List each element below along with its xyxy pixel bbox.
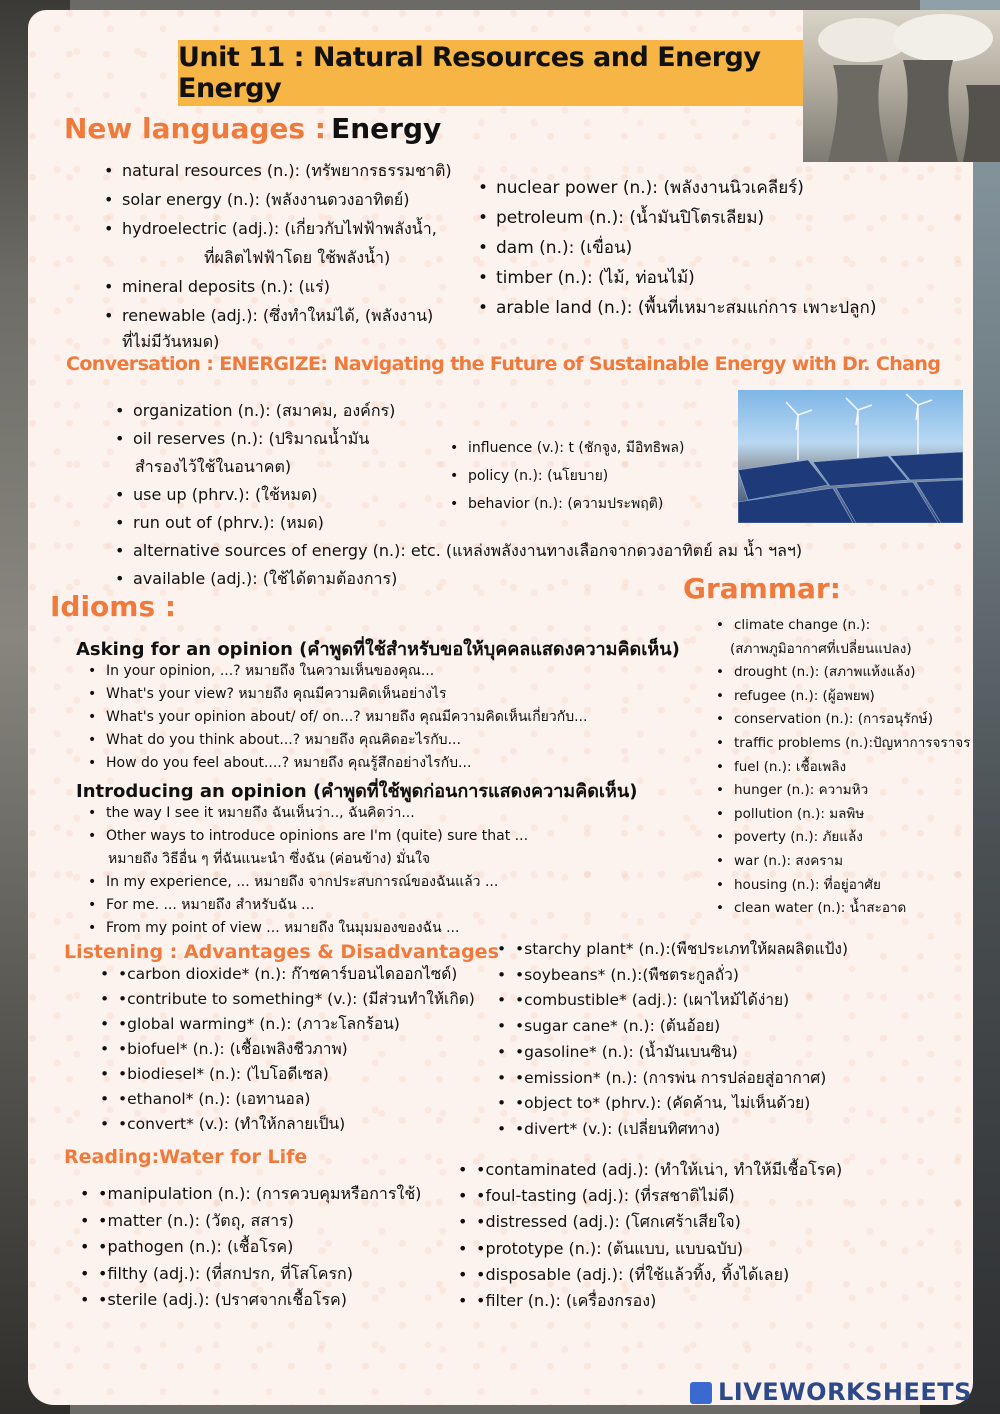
list-item: • •filthy (adj.): (ที่สกปรก, ที่โสโครก) <box>80 1261 421 1288</box>
list-item: • •biofuel* (n.): (เชื้อเพลิงชีวภาพ) <box>100 1037 475 1062</box>
list-item: • •emission* (n.): (การพ่น การปล่อยสู่อากาศ) <box>497 1066 848 1092</box>
list-item: • •sterile (adj.): (ปราศจากเชื้อโรค) <box>80 1287 421 1314</box>
list-item: • •global warming* (n.): (ภาวะโลกร้อน) <box>100 1012 475 1037</box>
list-item: • poverty (n.): ภัยแล้ง <box>716 826 970 850</box>
new-languages-right-list <box>478 173 876 323</box>
list-item: • What do you think about...? หมายถึง คุณคิดอะไรกับ... <box>88 729 587 752</box>
page-title: Unit 11 : Natural Resources and Energy Energy <box>178 42 761 104</box>
list-item: • housing (n.): ที่อยู่อาศัย <box>716 874 970 898</box>
grammar-list <box>716 614 970 921</box>
list-item: • Other ways to introduce opinions are I'm (quite) sure that ... <box>88 825 528 848</box>
new-languages-left-list <box>104 156 452 330</box>
list-item-continuation: หมายถึง วิธีอื่น ๆ ที่ฉันแนะนำ ซึ่งฉัน (ค่อนข้าง) มั่นใจ <box>108 851 431 867</box>
list-item: • •biodiesel* (n.): (ไบโอดีเซล) <box>100 1062 475 1087</box>
list-item: • petroleum (n.): (น้ำมันปิโตรเลียม) <box>478 203 876 233</box>
list-item: • renewable (adj.): (ซึ่งทำใหม่ได้, (พลังงาน) <box>104 301 452 330</box>
list-item: • In your opinion, ...? หมายถึง ในความเห็นของคุณ... <box>88 660 587 683</box>
list-item: • timber (n.): (ไม้, ท่อนไม้) <box>478 263 876 293</box>
list-item: • fuel (n.): เชื้อเพลิง <box>716 756 970 780</box>
list-item: • •distressed (adj.): (โศกเศร้าเสียใจ) <box>458 1209 842 1235</box>
list-item: • •prototype (n.): (ต้นแบบ, แบบฉบับ) <box>458 1236 842 1262</box>
introducing-opinion-list <box>88 802 528 940</box>
list-item: • From my point of view ... หมายถึง ในมุมมองของฉัน ... <box>88 917 528 940</box>
list-item: • •convert* (v.): (ทำให้กลายเป็น) <box>100 1112 475 1137</box>
new-languages-topic: Energy <box>331 112 442 145</box>
list-item: • hydroelectric (adj.): (เกี่ยวกับไฟฟ้าพลังน้ำ, <box>104 214 452 243</box>
list-item: • solar energy (n.): (พลังงานดวงอาทิตย์) <box>104 185 452 214</box>
list-item: • dam (n.): (เขื่อน) <box>478 233 876 263</box>
reading-right-list <box>458 1157 842 1314</box>
listening-heading: Listening : Advantages & Disadvantages <box>64 941 499 963</box>
list-item: • •foul-tasting (adj.): (ที่รสชาติไม่ดี) <box>458 1183 842 1209</box>
reading-heading: Reading:Water for Life <box>64 1146 308 1168</box>
list-item: • For me. ... หมายถึง สำหรับฉัน ... <box>88 894 528 917</box>
list-item: • In my experience, ... หมายถึง จากประสบการณ์ของฉันแล้ว ... <box>88 871 528 894</box>
list-item: • •gasoline* (n.): (น้ำมันเบนซิน) <box>497 1040 848 1066</box>
list-item: • What's your opinion about/ of/ on...? หมายถึง คุณมีความคิดเห็นเกี่ยวกับ... <box>88 706 587 729</box>
list-item: • •sugar cane* (n.): (ต้นอ้อย) <box>497 1014 848 1040</box>
list-item-continuation: (สภาพภูมิอากาศที่เปลี่ยนแปลง) <box>730 640 912 657</box>
list-item: • •manipulation (n.): (การควบคุมหรือการใช้) <box>80 1181 421 1208</box>
list-item: • alternative sources of energy (n.): etc. (แหล่งพลังงานทางเลือกจากดวงอาทิตย์ ลม น้ำ ฯลฯ) <box>115 537 802 565</box>
list-item: • use up (phrv.): (ใช้หมด) <box>115 481 802 509</box>
list-item: • organization (n.): (สมาคม, องค์กร) <box>115 397 802 425</box>
list-item: • refugee (n.): (ผู้อพยพ) <box>716 685 970 709</box>
liveworksheets-logo-text: LIVEWORKSHEETS <box>718 1378 972 1406</box>
list-item: • •contribute to something* (v.): (มีส่วนทำให้เกิด) <box>100 987 475 1012</box>
list-item: • natural resources (n.): (ทรัพยากรธรรมชาติ) <box>104 156 452 185</box>
list-item-continuation: สำรองไว้ใช้ในอนาคต) <box>135 457 292 476</box>
list-item: • oil reserves (n.): (ปริมาณน้ำมัน <box>115 425 802 453</box>
list-item: • nuclear power (n.): (พลังงานนิวเคลียร์) <box>478 173 876 203</box>
cooling-towers-photo <box>803 10 1000 162</box>
list-item: • influence (v.): t (ชักจูง, มีอิทธิพล) <box>450 434 684 462</box>
renewable-continuation: ที่ไม่มีวันหมด) <box>122 332 220 351</box>
list-item: • hunger (n.): ความหิว <box>716 779 970 803</box>
liveworksheets-logo[interactable] <box>690 1378 972 1406</box>
introducing-opinion-title: Introducing an opinion (คำพูดที่ใช้พูดก่อนการแสดงความคิดเห็น) <box>76 781 638 802</box>
asking-opinion-title: Asking for an opinion (คำพูดที่ใช้สำหรับขอให้บุคคลแสดงความคิดเห็น) <box>76 639 680 660</box>
list-item: • •ethanol* (n.): (เอทานอล) <box>100 1087 475 1112</box>
conversation-right-list <box>450 434 684 518</box>
title-banner <box>178 40 810 106</box>
list-item: • How do you feel about....? หมายถึง คุณรู้สึกอย่างไรกับ... <box>88 752 587 775</box>
list-item: • drought (n.): (สภาพแห้งแล้ง) <box>716 661 970 685</box>
list-item: • •pathogen (n.): (เชื้อโรค) <box>80 1234 421 1261</box>
list-item: • war (n.): สงคราม <box>716 850 970 874</box>
list-item: • clean water (n.): น้ำสะอาด <box>716 897 970 921</box>
liveworksheets-icon <box>690 1382 712 1404</box>
list-item: • •object to* (phrv.): (คัดค้าน, ไม่เห็นด้วย) <box>497 1091 848 1117</box>
list-item: • available (adj.): (ใช้ได้ตามต้องการ) <box>115 565 802 593</box>
list-item: • the way I see it หมายถึง ฉันเห็นว่า.., ฉันคิดว่า... <box>88 802 528 825</box>
conversation-heading: Conversation : ENERGIZE: Navigating the Future of Sustainable Energy with Dr. Chang <box>66 353 941 375</box>
list-item: • •divert* (v.): (เปลี่ยนทิศทาง) <box>497 1117 848 1143</box>
listening-left-list <box>100 962 475 1137</box>
grammar-heading: Grammar: <box>683 572 841 605</box>
list-item: • •matter (n.): (วัตถุ, สสาร) <box>80 1208 421 1235</box>
list-item: • behavior (n.): (ความประพฤติ) <box>450 490 684 518</box>
list-item: • •disposable (adj.): (ที่ใช้แล้วทิ้ง, ทิ้งได้เลย) <box>458 1262 842 1288</box>
idioms-heading: Idioms : <box>50 590 177 623</box>
list-item: • •carbon dioxide* (n.): ก๊าซคาร์บอนไดออกไซด์) <box>100 962 475 987</box>
reading-left-list <box>80 1181 421 1314</box>
list-item: • climate change (n.): <box>716 614 970 638</box>
listening-right-list <box>497 937 848 1143</box>
list-item: • run out of (phrv.): (หมด) <box>115 509 802 537</box>
list-item: • pollution (n.): มลพิษ <box>716 803 970 827</box>
list-item: • •filter (n.): (เครื่องกรอง) <box>458 1288 842 1314</box>
list-item: • •soybeans* (n.):(พืชตระกูลถั่ว) <box>497 963 848 989</box>
list-item: • •combustible* (adj.): (เผาไหม้ได้ง่าย) <box>497 988 848 1014</box>
list-item: • •starchy plant* (n.):(พืชประเภทให้ผลผลิตแป้ง) <box>497 937 848 963</box>
new-languages-label: New languages : <box>64 112 326 145</box>
list-item-continuation: ที่ผลิตไฟฟ้าโดย ใช้พลังน้ำ) <box>204 248 391 267</box>
list-item: • arable land (n.): (พื้นที่เหมาะสมแก่การ เพาะปลูก) <box>478 293 876 323</box>
list-item: • traffic problems (n.):ปัญหาการจราจร <box>716 732 970 756</box>
list-item: • •contaminated (adj.): (ทำให้เน่า, ทำให้มีเชื้อโรค) <box>458 1157 842 1183</box>
list-item: • policy (n.): (นโยบาย) <box>450 462 684 490</box>
list-item: • mineral deposits (n.): (แร่) <box>104 272 452 301</box>
list-item: • What's your view? หมายถึง คุณมีความคิดเห็นอย่างไร <box>88 683 587 706</box>
asking-opinion-list <box>88 660 587 775</box>
list-item: • conservation (n.): (การอนุรักษ์) <box>716 708 970 732</box>
new-languages-heading <box>64 112 441 145</box>
